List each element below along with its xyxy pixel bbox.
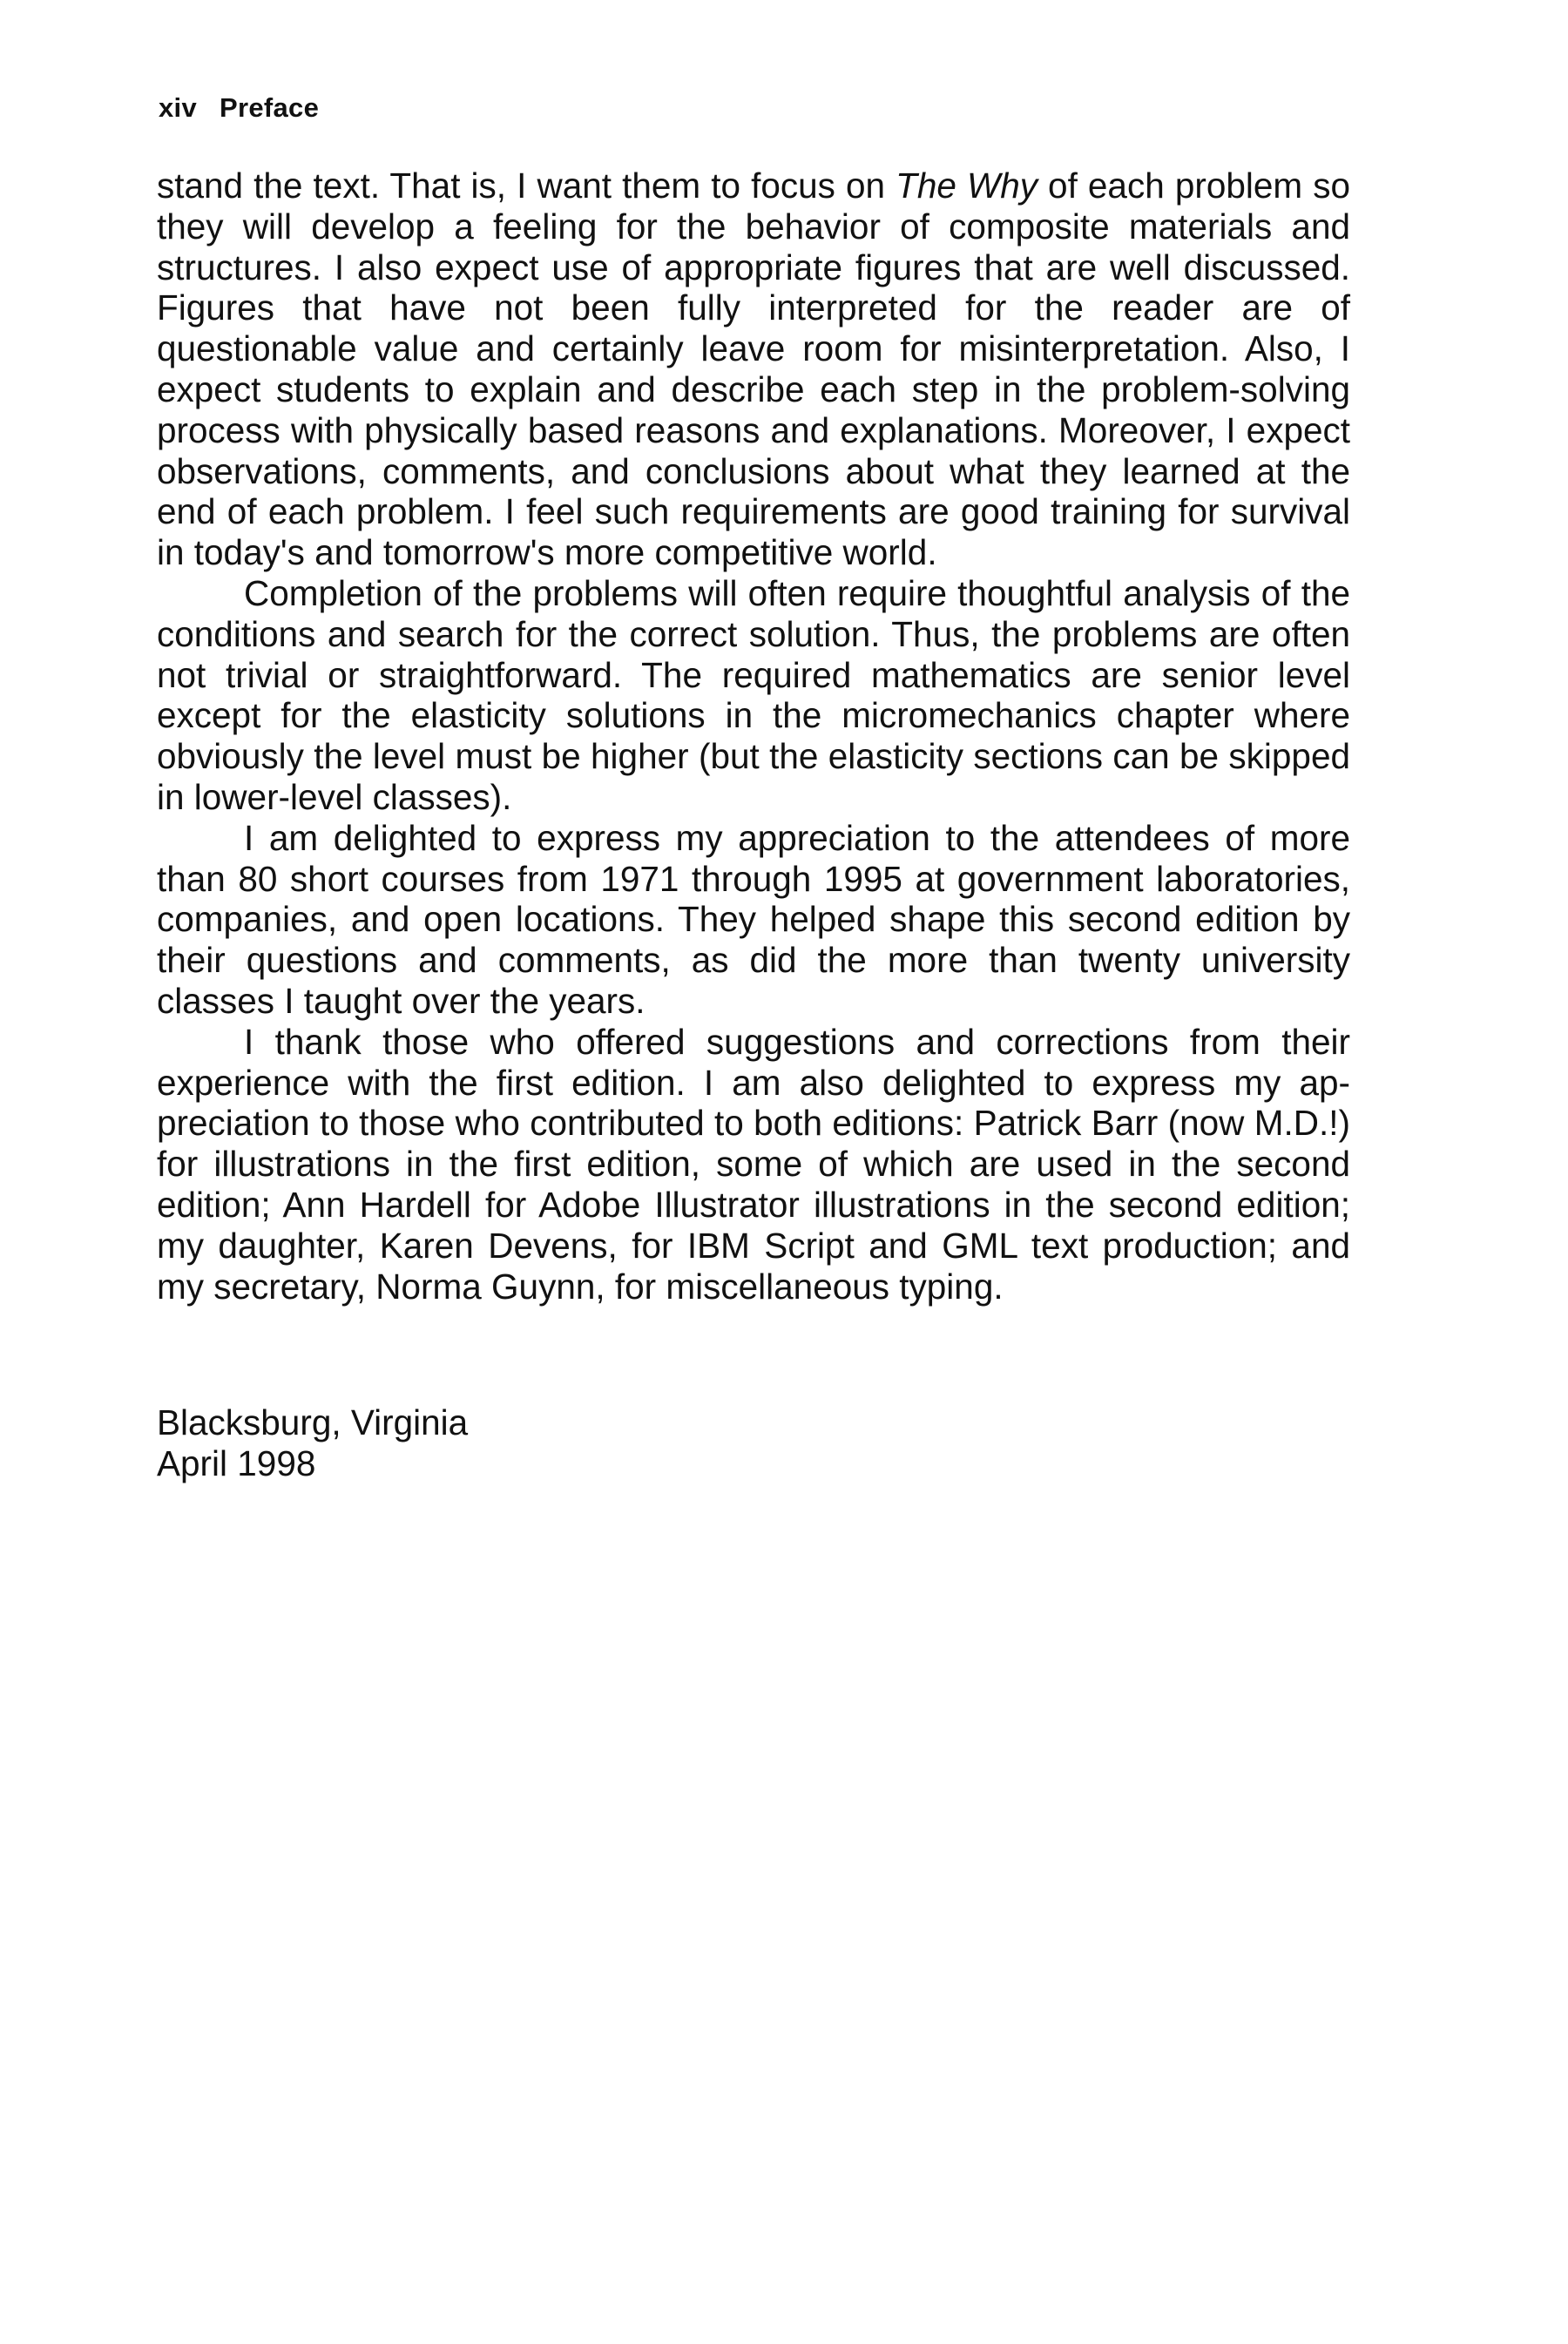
section-title: Preface <box>220 92 320 123</box>
signoff-place: Blacksburg, Virginia <box>157 1402 469 1442</box>
paragraph-1-emphasis: The Why <box>896 165 1037 206</box>
paragraph-1-start: stand the text. That is, I want them to focus on <box>157 165 896 206</box>
paragraph-4: I thank those who offered suggestions and corrections from their experience with the first edition. I am also delighted to express my appreciation to those who contributed to both editions: Patrick Barr (now M.D.!) for illustrations in the first edition, some of which are used in the second edition; Ann Hardell for Adobe Illustrator illustrations in the second edition; my daughter, Karen Devens, for IBM Script and GML text production; and my secretary, Norma Guynn, for miscellaneous typing. <box>157 1021 1350 1307</box>
page-number: xiv <box>159 92 197 123</box>
preface-body <box>157 165 1350 1307</box>
paragraph-1-rest: of each problem so they will develop a feeling for the behavior of composite materials and structures. I also expect use of appropriate figures that are well discussed. Figures that have not been fully interpreted for the reader are of questionable value and certainly leave room for misinterpretation. Also, I expect students to explain and describe each step in the problem-solving process with physically based reasons and explanations. Moreover, I expect observations, comments, and conclusions about what they learned at the end of each problem. I feel such requirements are good training for survival in today's and tomorrow's more competitive world. <box>157 165 1350 573</box>
signoff-date: April 1998 <box>157 1442 316 1483</box>
paragraph-3: I am delighted to express my appreciation to the attendees of more than 80 short courses from 1971 through 1995 at government laboratories, companies, and open locations. They helped shape this second edition by their questions and comments, as did the more than twenty university classes I taught over the years. <box>157 817 1350 1021</box>
signoff <box>157 1402 468 1484</box>
running-head <box>159 92 319 124</box>
paragraph-1 <box>157 165 1350 573</box>
paragraph-2: Completion of the problems will often require thoughtful analysis of the conditions and search for the correct solution. Thus, the problems are often not trivial or straightforward. The required mathematics are senior level except for the elasticity solutions in the micromechanics chapter where obviously the level must be higher (but the elasticity sections can be skipped in lower-level classes). <box>157 572 1350 817</box>
